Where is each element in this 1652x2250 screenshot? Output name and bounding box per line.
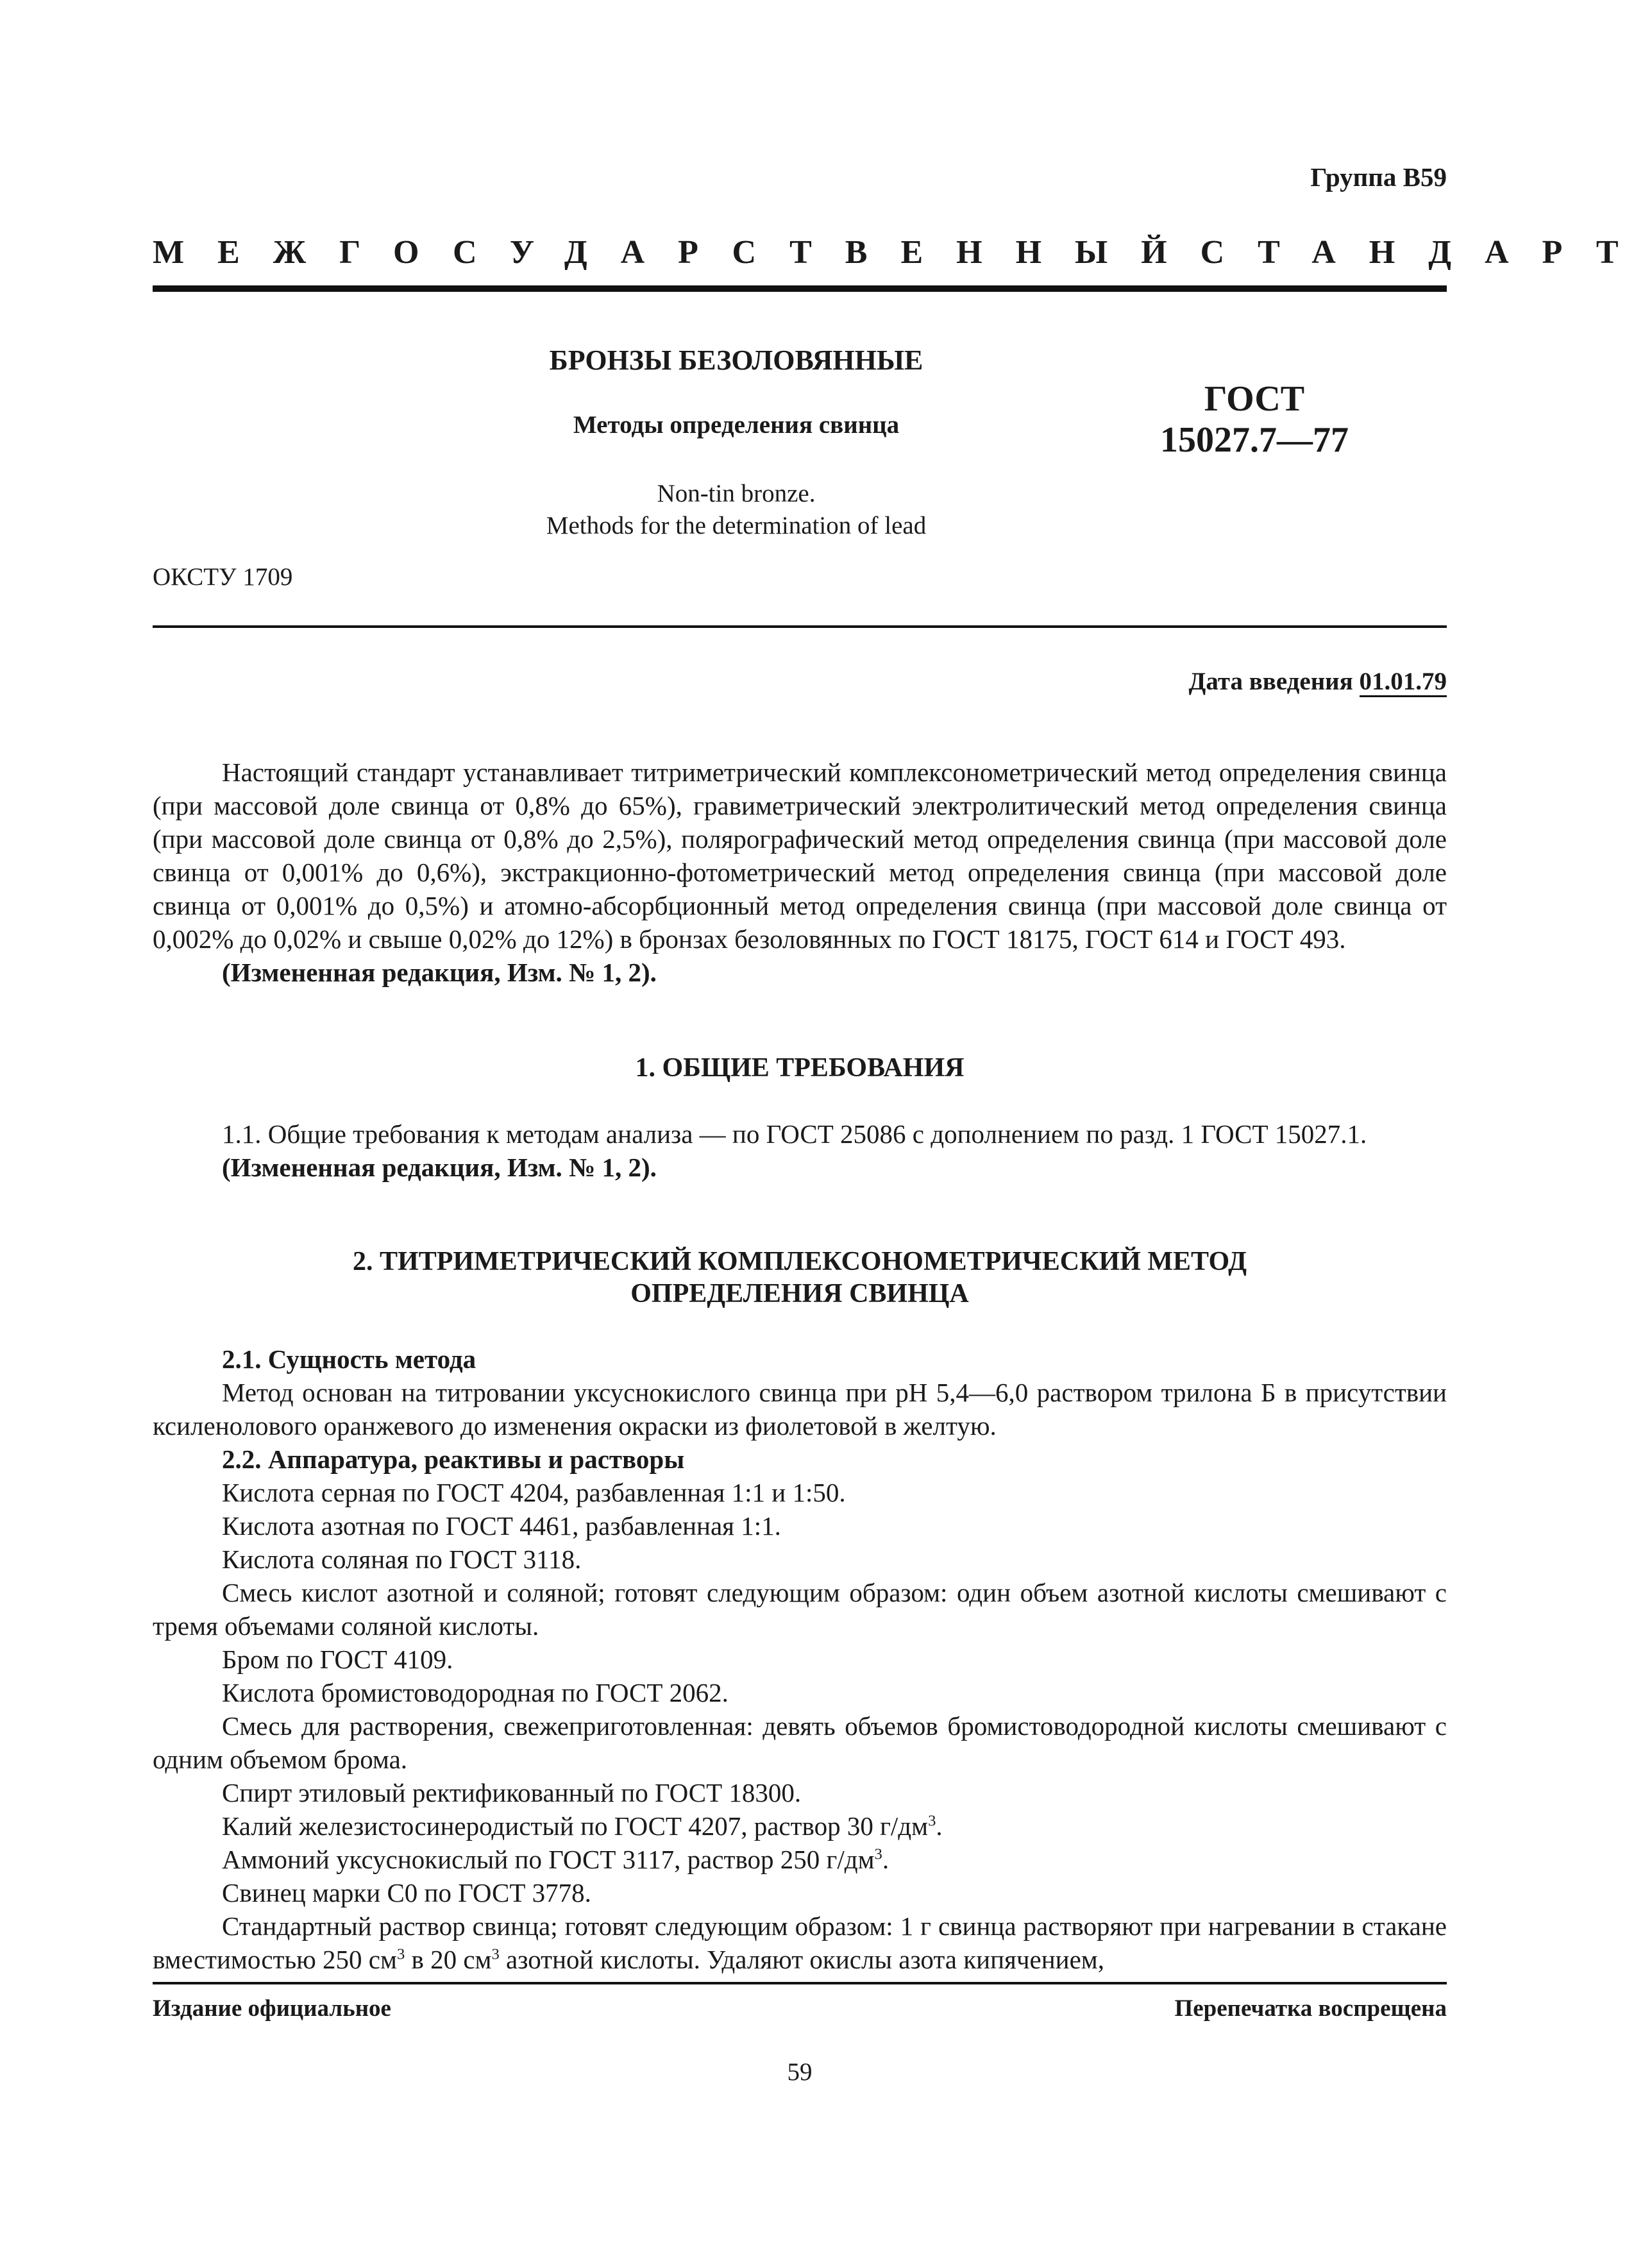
document-subtitle: Методы определения свинца — [573, 411, 900, 439]
introduction-date-label: Дата введения — [1188, 668, 1353, 695]
potassium-text: Калий железистосинеродистый по ГОСТ 4207, раствор 30 г/дм — [222, 1811, 929, 1841]
gost-number — [1126, 378, 1383, 461]
standard-superscript-2: 3 — [491, 1945, 500, 1963]
reagent-item: Смесь кислот азотной и соляной; готовят следующим образом: один объем азотной кислоты смешивают с тремя объемами соляной кислоты. — [153, 1578, 1447, 1641]
introduction-date-value: 01.01.79 — [1360, 668, 1447, 697]
title-rule — [153, 625, 1447, 628]
english-title-line1: Non-tin bronze. — [657, 480, 816, 507]
standard-superscript-1: 3 — [396, 1945, 405, 1963]
group-code: Группа В59 — [1310, 162, 1447, 192]
oksty-code: ОКСТУ 1709 — [153, 563, 293, 591]
english-title — [319, 478, 1153, 542]
clause-2-1-text: Метод основан на титровании уксуснокислого свинца при pH 5,4—6,0 раствором трилона Б в присутствии ксиленолового оранжевого до изменения окраски из фиолетовой в желтую. — [153, 1378, 1447, 1441]
standard-text-c: азотной кислоты. Удаляют окислы азота кипячением, — [499, 1945, 1104, 1974]
ammonium-superscript: 3 — [874, 1845, 882, 1863]
clause-1-1: 1.1. Общие требования к методам анализа — по ГОСТ 25086 с дополнением по разд. 1 ГОСТ 15027.1. — [222, 1119, 1367, 1149]
reagent-item: Кислота соляная по ГОСТ 3118. — [222, 1544, 582, 1574]
introduction-date — [1189, 667, 1447, 696]
standard-text-b: в 20 см — [405, 1945, 492, 1974]
section-2-heading-line2: ОПРЕДЕЛЕНИЯ СВИНЦА — [630, 1279, 969, 1308]
section-1-body — [153, 1117, 1447, 1184]
footer-reprint-prohibited: Перепечатка воспрещена — [1174, 1995, 1447, 2022]
page-number: 59 — [787, 2058, 813, 2086]
intro-edition-note: (Измененная редакция, Изм. № 1, 2). — [222, 958, 657, 987]
reagent-item-ammonium: Аммоний уксуснокислый по ГОСТ 3117, раствор 250 $г/дм^3$. — [222, 1845, 889, 1874]
section-2-body — [153, 1342, 1447, 1976]
standard-text-a: Стандартный раствор свинца; готовят следующим образом: 1 г свинца растворяют при нагревании в стакане вместимостью 250 см — [153, 1911, 1447, 1974]
document-page — [153, 0, 1652, 2250]
ammonium-text: Аммоний уксуснокислый по ГОСТ 3117, раствор 250 г/дм — [222, 1845, 875, 1874]
section-1-edition-note: (Измененная редакция, Изм. № 1, 2). — [222, 1153, 657, 1182]
reagent-item: Бром по ГОСТ 4109. — [222, 1645, 453, 1674]
reagent-item: Спирт этиловый ректификованный по ГОСТ 18300. — [222, 1778, 802, 1807]
footer-rule — [153, 1982, 1447, 1984]
gost-code: 15027.7—77 — [1160, 420, 1349, 460]
intro-block — [153, 756, 1447, 989]
reagent-item: Кислота бромистоводородная по ГОСТ 2062. — [222, 1678, 729, 1707]
gost-label: ГОСТ — [1204, 379, 1305, 419]
reagent-item: Кислота серная по ГОСТ 4204, разбавленная 1:1 и 1:50. — [222, 1478, 846, 1507]
section-2-heading — [153, 1246, 1447, 1310]
footer-official-edition: Издание официальное — [153, 1995, 391, 2022]
reagent-item: Смесь для растворения, свежеприготовленная: девять объемов бромистоводородной кислоты смешивают с одним объемом брома. — [153, 1711, 1447, 1774]
banner-word-interstate: МЕЖГОСУДАРСТВЕННЫЙ — [153, 234, 1201, 271]
reagent-item-lead: Свинец марки С0 по ГОСТ 3778. — [222, 1878, 591, 1907]
intro-paragraph: Настоящий стандарт устанавливает титриметрический комплексонометрический метод определения свинца (при массовой доле свинца от 0,8% до 65%), гравиметрический электролитический метод определения свинца (при массовой доле свинца от 0,8% до 2,5%), полярографический метод определения свинца (при массовой доле свинца от 0,001% до 0,6%), экстракционно-фотометрический метод определения свинца (при массовой доле свинца от 0,001% до 0,5%) и атомно-абсорбционный метод определения свинца (при массовой доле свинца от 0,002% до 0,02% и свыше 0,02% до 12%) в бронзах безоловянных по ГОСТ 18175, ГОСТ 614 и ГОСТ 493. — [153, 757, 1447, 954]
potassium-superscript: 3 — [928, 1812, 936, 1830]
reagent-item: Кислота азотная по ГОСТ 4461, разбавленная 1:1. — [222, 1511, 781, 1541]
standard-solution-paragraph — [153, 1909, 1447, 1976]
clause-2-1-title: 2.1. Сущность метода — [222, 1344, 476, 1374]
document-title: БРОНЗЫ БЕЗОЛОВЯННЫЕ — [549, 344, 923, 376]
reagent-item-potassium: Калий железистосинеродистый по ГОСТ 4207, раствор 30 $г/дм^3$. — [222, 1811, 943, 1841]
english-title-line2: Methods for the determination of lead — [546, 512, 927, 539]
header-rule — [153, 285, 1447, 292]
banner-word-standard: СТАНДАРТ — [1200, 234, 1652, 271]
section-1-heading: 1. ОБЩИЕ ТРЕБОВАНИЯ — [635, 1053, 965, 1083]
interstate-standard-banner — [153, 233, 1652, 271]
clause-2-2-title: 2.2. Аппаратура, реактивы и растворы — [222, 1444, 685, 1474]
section-2-heading-line1: 2. ТИТРИМЕТРИЧЕСКИЙ КОМПЛЕКСОНОМЕТРИЧЕСКИЙ МЕТОД — [353, 1247, 1247, 1276]
